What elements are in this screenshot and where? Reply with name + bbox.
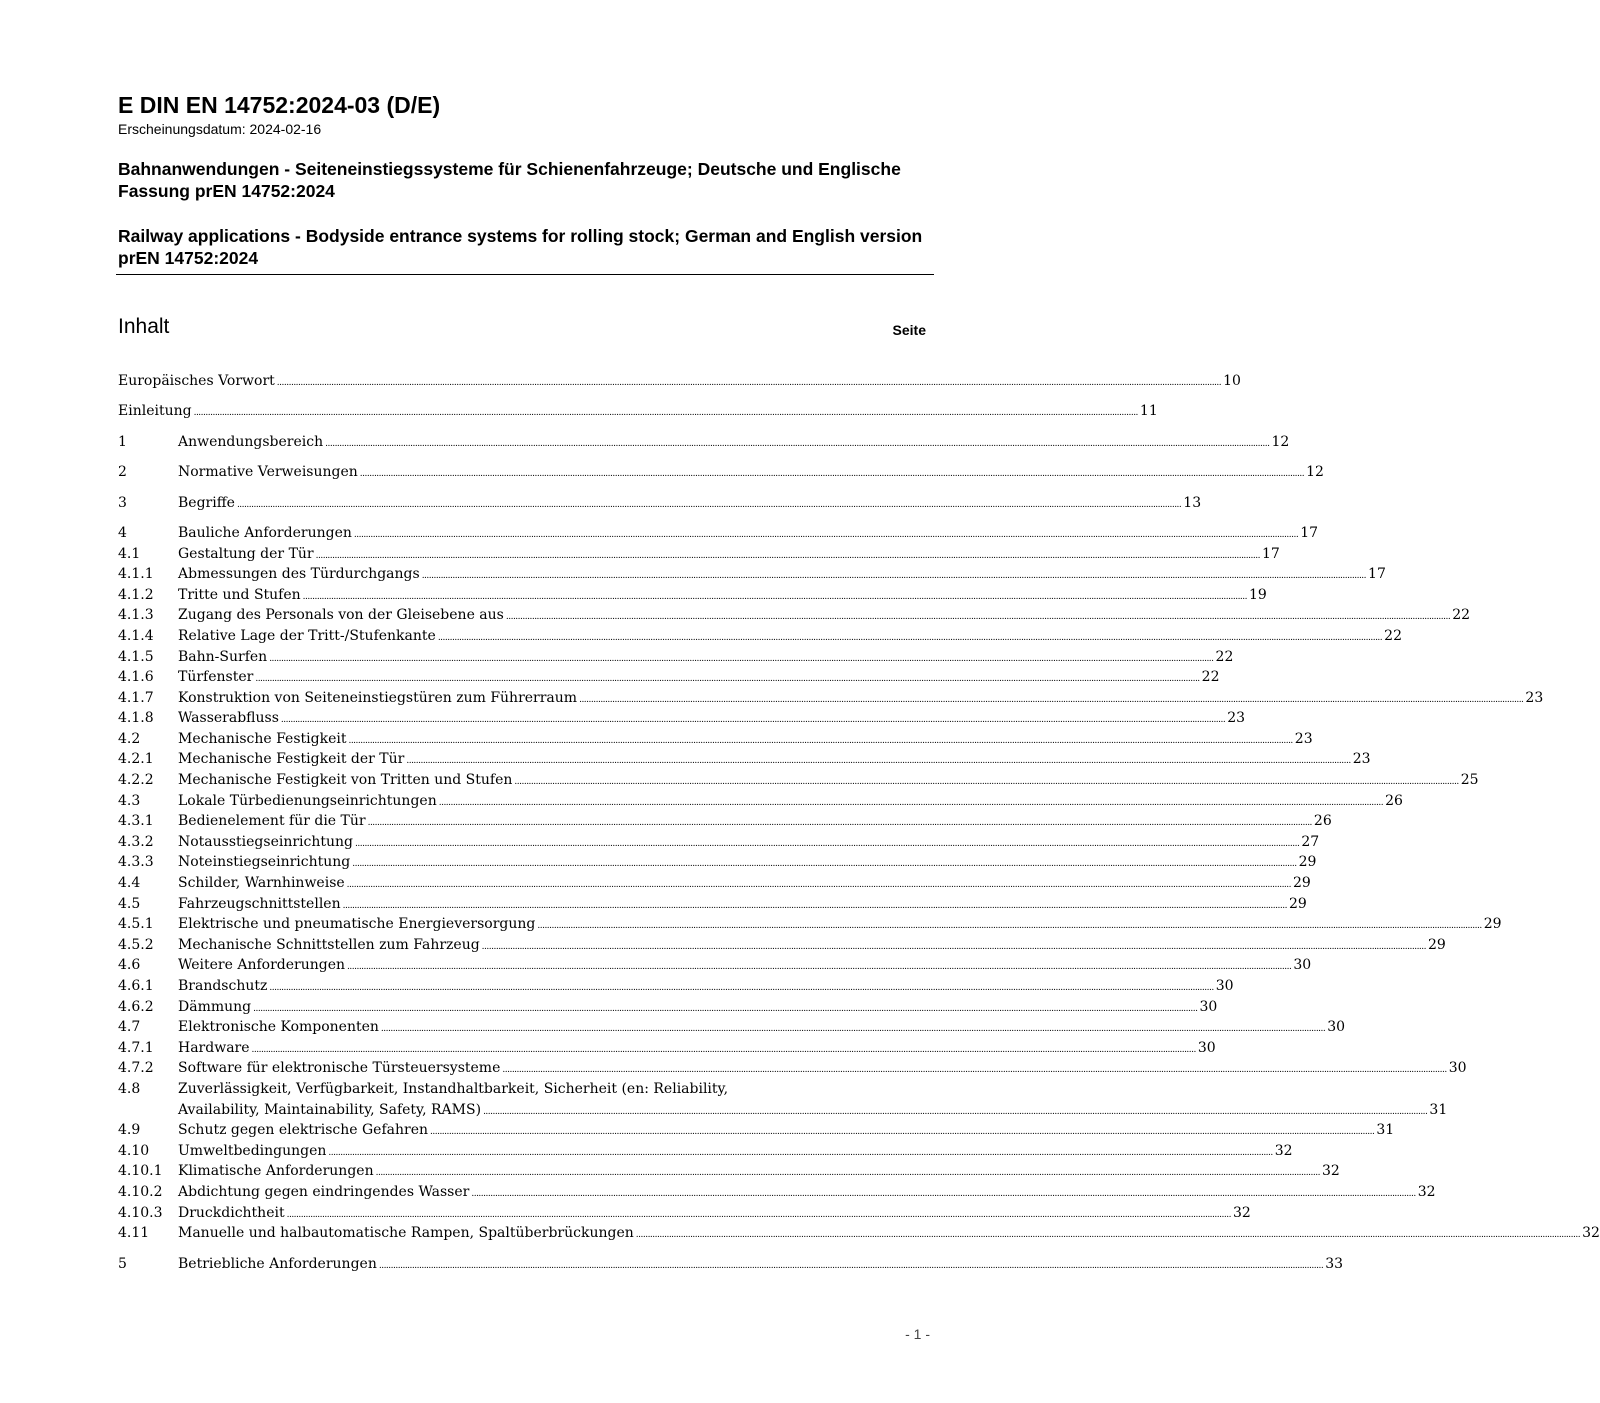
toc-entry-title: Konstruktion von Seiteneinstiegstüren zum Führerraum: [178, 689, 578, 706]
toc-entry-line: [178, 894, 1307, 917]
toc-entry-page: 29: [1298, 854, 1317, 871]
toc-leader-dots: ................................................................................................................................................................................................................................................................................................................................................................................................................: [367, 818, 1312, 829]
toc-entry-line: [178, 832, 1320, 855]
toc-leader-dots: ................................................................................................................................................................................................................................................................................................................................................................................................................: [325, 438, 1270, 449]
toc-entry: [118, 626, 1402, 647]
toc-entry-body: [178, 605, 1471, 628]
toc-entry-body: [178, 585, 1267, 608]
toc-entry-page: 29: [1483, 916, 1502, 933]
toc-entry-number: 4.3.2: [118, 833, 154, 850]
toc-entry-number: 4.1.8: [118, 710, 154, 727]
toc-leader-dots: ................................................................................................................................................................................................................................................................................................................................................................................................................: [438, 797, 1384, 808]
toc-leader-dots: ................................................................................................................................................................................................................................................................................................................................................................................................................: [347, 962, 1292, 973]
toc-entry-body: [178, 432, 1290, 455]
toc-entry-number: 4.11: [118, 1225, 150, 1242]
toc-entry-page: 17: [1368, 566, 1386, 583]
toc-entry: [118, 708, 1246, 729]
toc-leader-dots: ................................................................................................................................................................................................................................................................................................................................................................................................................: [359, 469, 1305, 480]
toc-entry-title: Anwendungsbereich: [178, 433, 324, 450]
toc-entry-title: Begriffe: [178, 494, 235, 511]
toc-entry-title: Manuelle und halbautomatische Rampen, Spaltüberbrückungen: [178, 1225, 634, 1242]
toc-entry-page: 22: [1215, 648, 1234, 665]
toc-entry-line: [178, 1120, 1395, 1143]
toc-entry-title: Europäisches Vorwort: [118, 373, 275, 389]
toc-entry-body: [178, 770, 1479, 793]
toc-leader-dots: ................................................................................................................................................................................................................................................................................................................................................................................................................: [483, 1106, 1428, 1117]
toc-entry-body: [118, 371, 1241, 394]
toc-entry-body: [178, 462, 1324, 485]
toc-entry-title: Umweltbedingungen: [178, 1142, 327, 1159]
toc-entry-page: 32: [1321, 1163, 1340, 1180]
toc-entry-page: 12: [1271, 433, 1290, 450]
toc-entry-line: [178, 770, 1479, 793]
toc-leader-dots: ................................................................................................................................................................................................................................................................................................................................................................................................................: [421, 571, 1367, 582]
toc-entry-line: [178, 1100, 1448, 1123]
toc-entry-title: Bedienelement für die Tür: [178, 813, 366, 830]
toc-entry-title: Hardware: [178, 1039, 250, 1056]
toc-leader-dots: ................................................................................................................................................................................................................................................................................................................................................................................................................: [328, 1147, 1273, 1158]
toc-entry-number: 4.10: [118, 1142, 150, 1159]
toc-entry-title: Zuverlässigkeit, Verfügbarkeit, Instandhaltbarkeit, Sicherheit (en: Reliability,: [178, 1080, 729, 1097]
toc-leader-dots: ................................................................................................................................................................................................................................................................................................................................................................................................................: [437, 632, 1383, 643]
toc-entry-line: [178, 564, 1386, 587]
toc-entry-page: 30: [1448, 1060, 1467, 1077]
toc-entry-line: [178, 667, 1220, 690]
toc-entry-title: Fahrzeugschnittstellen: [178, 895, 341, 912]
toc-entry-body: [178, 1254, 1344, 1277]
toc-entry: [118, 749, 1371, 770]
toc-entry: [118, 976, 1234, 997]
toc-leader-dots: ................................................................................................................................................................................................................................................................................................................................................................................................................: [352, 859, 1297, 870]
toc-entry-title: Türfenster: [178, 669, 254, 686]
toc-entry-body: [178, 544, 1280, 567]
toc-leader-dots: ................................................................................................................................................................................................................................................................................................................................................................................................................: [353, 529, 1299, 540]
toc-entry: [118, 894, 1307, 915]
toc-entry-number: 4.1.1: [118, 566, 154, 583]
toc-entry-title: Notausstiegseinrichtung: [178, 833, 353, 850]
toc-entry-number: 4.9: [118, 1122, 141, 1139]
toc-header: [118, 315, 926, 345]
toc-entry-body: [178, 894, 1307, 917]
toc-entry: [118, 544, 1280, 565]
toc-entry-body: [178, 976, 1234, 999]
toc-entry-body: [178, 852, 1317, 875]
toc-entry: [118, 1038, 1216, 1059]
toc-entry-page: 32: [1274, 1142, 1293, 1159]
toc-entry-number: 4.1.6: [118, 669, 154, 686]
toc-entry-line: [178, 626, 1402, 649]
toc-entry-page: 11: [1139, 403, 1158, 420]
toc-entry-title: Wasserabfluss: [178, 710, 279, 727]
toc-entry-line: [178, 1223, 1600, 1246]
toc-entry-page: 23: [1294, 730, 1313, 747]
toc-entry-number: 4.8: [118, 1080, 141, 1097]
toc-leader-dots: ................................................................................................................................................................................................................................................................................................................................................................................................................: [342, 900, 1287, 911]
toc-entry: [118, 688, 1544, 709]
toc-entry-body: [178, 1038, 1216, 1061]
toc-leader-dots: ................................................................................................................................................................................................................................................................................................................................................................................................................: [380, 1024, 1326, 1035]
title-english: Railway applications - Bodyside entrance systems for rolling stock; German and English version prEN 14752:2024: [118, 226, 923, 268]
toc-entry-number: 4.3.3: [118, 854, 154, 871]
toc-entry-line: [118, 371, 1241, 394]
toc-entry-number: 4.5.1: [118, 916, 154, 933]
toc-entry-page: 17: [1300, 524, 1319, 541]
toc-entry-line: [178, 708, 1246, 731]
toc-entry-page: 30: [1215, 978, 1234, 995]
toc-entry-page: 33: [1325, 1255, 1344, 1272]
toc-entry-number: 4.2.1: [118, 751, 154, 768]
toc-entry-page: 23: [1227, 710, 1246, 727]
toc-entry-number: 4.6: [118, 957, 141, 974]
toc-entry-number: 5: [118, 1255, 127, 1272]
toc-entry-page: 30: [1293, 957, 1312, 974]
toc-entry-title: Betriebliche Anforderungen: [178, 1255, 377, 1272]
toc-entry-number: 3: [118, 494, 127, 511]
toc-entry-body: [178, 626, 1402, 649]
toc-entry-line: [178, 1161, 1340, 1184]
toc-entry-title: Druckdichtheit: [178, 1204, 285, 1221]
toc-leader-dots: ................................................................................................................................................................................................................................................................................................................................................................................................................: [471, 1188, 1416, 1199]
toc-entry-page: 30: [1197, 1039, 1216, 1056]
toc-entry: [118, 1058, 1467, 1079]
toc-entry: [118, 914, 1502, 935]
toc-entry: [118, 832, 1320, 853]
toc-entry-title: Gestaltung der Tür: [178, 545, 314, 562]
toc-entry-title: Schutz gegen elektrische Gefahren: [178, 1122, 428, 1139]
toc-entry: [118, 791, 1403, 812]
publication-date: Erscheinungsdatum: 2024-02-16: [118, 121, 322, 137]
toc-leader-dots: ................................................................................................................................................................................................................................................................................................................................................................................................................: [253, 1003, 1198, 1014]
toc-leader-dots: ................................................................................................................................................................................................................................................................................................................................................................................................................: [255, 674, 1200, 685]
toc-entry-body: [178, 647, 1234, 670]
toc-entry-line: [178, 462, 1324, 485]
toc-entry-page: 29: [1293, 875, 1311, 892]
toc-leader-dots: ................................................................................................................................................................................................................................................................................................................................................................................................................: [502, 1065, 1447, 1076]
toc-leader-dots: ................................................................................................................................................................................................................................................................................................................................................................................................................: [505, 612, 1451, 623]
toc-entry-page: 27: [1301, 833, 1320, 850]
header-divider: [116, 274, 934, 275]
toc-entry: [118, 371, 1241, 392]
toc-entry-number: 4.2.2: [118, 772, 154, 789]
toc-entry-number: 4.1.4: [118, 627, 154, 644]
toc-entry: [118, 1223, 1600, 1244]
toc-entry: [118, 935, 1446, 956]
toc-entry-title: Klimatische Anforderungen: [178, 1163, 374, 1180]
toc-entry-line: [178, 1254, 1344, 1277]
toc-leader-dots: ................................................................................................................................................................................................................................................................................................................................................................................................................: [481, 941, 1427, 952]
document-header: [118, 90, 934, 269]
toc-entry-page: 25: [1460, 772, 1479, 789]
toc-entry-title: Noteinstiegseinrichtung: [178, 854, 351, 871]
toc-entry-page: 22: [1452, 607, 1471, 624]
toc-leader-dots: ................................................................................................................................................................................................................................................................................................................................................................................................................: [269, 983, 1214, 994]
toc-entry-number: 1: [118, 433, 127, 450]
toc-entry-page: 23: [1525, 689, 1544, 706]
toc-entry-number: 4.7: [118, 1019, 141, 1036]
toc-entry-line: [178, 914, 1502, 937]
toc-entry: [118, 1182, 1436, 1203]
toc-entry-title: Tritte und Stufen: [178, 586, 301, 603]
toc-entry-number: 4.10.3: [118, 1204, 163, 1221]
toc-entry-body: [178, 564, 1386, 587]
toc-entry-body: [178, 873, 1311, 896]
toc-leader-dots: ................................................................................................................................................................................................................................................................................................................................................................................................................: [355, 838, 1300, 849]
toc-entry-line: [178, 976, 1234, 999]
toc-entry-body: [118, 401, 1158, 424]
table-of-contents: [118, 371, 1600, 1274]
toc-entry-body: [178, 667, 1220, 690]
toc-entry-title: Abmessungen des Türdurchgangs: [178, 566, 420, 583]
toc-entry-number: 4: [118, 524, 127, 541]
toc-leader-dots: ................................................................................................................................................................................................................................................................................................................................................................................................................: [315, 550, 1260, 561]
toc-entry-line: [178, 1141, 1293, 1164]
toc-entry-title: Bahn-Surfen: [178, 648, 268, 665]
toc-entry-line: [178, 1182, 1436, 1205]
toc-entry-body: [178, 708, 1246, 731]
toc-entry-line: [178, 811, 1332, 834]
toc-entry-title: Brandschutz: [178, 978, 268, 995]
toc-entry-body: [178, 749, 1371, 772]
toc-leader-dots: ................................................................................................................................................................................................................................................................................................................................................................................................................: [579, 694, 1524, 705]
toc-entry: [118, 523, 1319, 544]
toc-entry-line: [178, 749, 1371, 772]
toc-entry: [118, 1141, 1293, 1162]
toc-leader-dots: ................................................................................................................................................................................................................................................................................................................................................................................................................: [286, 1209, 1231, 1220]
toc-leader-dots: ................................................................................................................................................................................................................................................................................................................................................................................................................: [251, 1044, 1196, 1055]
toc-entry-title: Weitere Anforderungen: [178, 957, 346, 974]
toc-entry-number: 4.6.1: [118, 978, 154, 995]
toc-entry-title: Mechanische Festigkeit: [178, 730, 347, 747]
toc-entry-body: [178, 1079, 1448, 1122]
toc-entry-line: [178, 935, 1446, 958]
toc-entry-page: 30: [1199, 998, 1218, 1015]
toc-entry-title: Elektronische Komponenten: [178, 1019, 379, 1036]
toc-entry: [118, 1203, 1251, 1224]
toc-leader-dots: ................................................................................................................................................................................................................................................................................................................................................................................................................: [430, 1127, 1375, 1138]
toc-entry-body: [178, 1120, 1395, 1143]
toc-entry-body: [178, 1203, 1251, 1226]
toc-entry-body: [178, 914, 1502, 937]
toc-entry-line: [118, 401, 1158, 424]
toc-entry-body: [178, 1223, 1600, 1246]
toc-entry-title: Mechanische Festigkeit von Tritten und Stufen: [178, 772, 513, 789]
toc-entry-title: Software für elektronische Türsteuersysteme: [178, 1060, 501, 1077]
toc-leader-dots: ................................................................................................................................................................................................................................................................................................................................................................................................................: [280, 715, 1226, 726]
toc-entry: [118, 811, 1332, 832]
toc-entry-line: [178, 493, 1202, 516]
toc-page-label: Seite: [892, 322, 926, 338]
toc-entry-title-continued: Availability, Maintainability, Safety, RAMS): [178, 1101, 482, 1118]
toc-entry-title: Bauliche Anforderungen: [178, 524, 352, 541]
toc-entry-line: [178, 432, 1290, 455]
toc-entry: [118, 997, 1218, 1018]
toc-entry-body: [178, 832, 1320, 855]
toc-entry-body: [178, 1141, 1293, 1164]
toc-leader-dots: ................................................................................................................................................................................................................................................................................................................................................................................................................: [375, 1168, 1320, 1179]
toc-entry-number: 4.1.5: [118, 648, 154, 665]
toc-entry: [118, 462, 1324, 483]
toc-entry-number: 4.1: [118, 545, 141, 562]
toc-entry-title: Relative Lage der Tritt-/Stufenkante: [178, 627, 436, 644]
toc-entry-page: 23: [1352, 751, 1371, 768]
toc-entry-body: [178, 955, 1312, 978]
toc-entry-page: 22: [1384, 627, 1402, 644]
toc-entry-page: 32: [1417, 1183, 1436, 1200]
toc-entry-number: 4.5.2: [118, 936, 154, 953]
toc-entry-line: [178, 523, 1319, 546]
toc-entry-line: [178, 647, 1234, 670]
toc-entry-line: [178, 955, 1312, 978]
toc-entry-line: [178, 1203, 1251, 1226]
toc-leader-dots: ................................................................................................................................................................................................................................................................................................................................................................................................................: [514, 777, 1459, 788]
toc-entry-number: 4.2: [118, 730, 141, 747]
toc-entry: [118, 432, 1290, 453]
toc-entry-body: [178, 1182, 1436, 1205]
toc-entry-page: 29: [1428, 936, 1446, 953]
toc-entry: [118, 729, 1313, 750]
toc-entry-number: 4.7.1: [118, 1039, 154, 1056]
toc-entry-page: 13: [1183, 494, 1202, 511]
toc-entry-page: 31: [1429, 1101, 1448, 1118]
toc-entry-title: Zugang des Personals von der Gleisebene aus: [178, 607, 504, 624]
toc-entry-page: 31: [1376, 1122, 1395, 1139]
toc-entry-page: 12: [1306, 464, 1324, 481]
toc-entry: [118, 873, 1311, 894]
toc-entry-body: [178, 493, 1202, 516]
toc-entry: [118, 493, 1202, 514]
toc-entry-body: [178, 688, 1544, 711]
toc-entry: [118, 955, 1312, 976]
toc-entry-line: [178, 1017, 1346, 1040]
toc-entry-body: [178, 935, 1446, 958]
toc-entry-title: Einleitung: [118, 403, 192, 420]
toc-entry-line: [178, 544, 1280, 567]
toc-entry-body: [178, 1161, 1340, 1184]
toc-entry-page: 30: [1327, 1019, 1346, 1036]
toc-entry-line: [178, 997, 1218, 1020]
toc-leader-dots: ................................................................................................................................................................................................................................................................................................................................................................................................................: [269, 653, 1214, 664]
toc-entry-page: 19: [1249, 586, 1267, 603]
toc-entry: [118, 770, 1479, 791]
toc-entry: [118, 1079, 1448, 1120]
toc-entry-line: [178, 852, 1317, 875]
toc-leader-dots: ................................................................................................................................................................................................................................................................................................................................................................................................................: [346, 880, 1292, 891]
toc-entry-body: [178, 791, 1403, 814]
toc-entry: [118, 852, 1317, 873]
toc-entry-number: 4.1.2: [118, 586, 154, 603]
toc-entry-title: Lokale Türbedienungseinrichtungen: [178, 792, 437, 809]
toc-entry-line: [178, 729, 1313, 752]
toc-entry-line: [178, 873, 1311, 896]
toc-leader-dots: ................................................................................................................................................................................................................................................................................................................................................................................................................: [406, 756, 1351, 767]
toc-entry-line: [178, 791, 1403, 814]
toc-entry-number: 4.1.3: [118, 607, 154, 624]
toc-entry: [118, 667, 1220, 688]
toc-leader-dots: ................................................................................................................................................................................................................................................................................................................................................................................................................: [635, 1230, 1581, 1241]
toc-entry: [118, 1120, 1395, 1141]
toc-entry-page: 17: [1261, 545, 1280, 562]
toc-leader-dots: ................................................................................................................................................................................................................................................................................................................................................................................................................: [348, 735, 1293, 746]
toc-entry-number: 4.6.2: [118, 998, 154, 1015]
toc-entry-number: 4.3: [118, 792, 141, 809]
toc-entry: [118, 1254, 1344, 1275]
toc-entry-body: [178, 729, 1313, 752]
toc-entry: [118, 585, 1267, 606]
toc-entry-line: [178, 1079, 930, 1100]
toc-entry: [118, 1017, 1346, 1038]
toc-entry-title: Elektrische und pneumatische Energieversorgung: [178, 916, 536, 933]
toc-entry-number: 4.4: [118, 875, 141, 892]
toc-entry-line: [178, 585, 1267, 608]
toc-entry-line: [178, 1058, 1467, 1081]
toc-entry-page: 26: [1313, 813, 1332, 830]
toc-entry-title: Schilder, Warnhinweise: [178, 875, 345, 892]
toc-entry-title: Mechanische Schnittstellen zum Fahrzeug: [178, 936, 480, 953]
toc-entry: [118, 605, 1471, 626]
toc-entry-number: 4.10.2: [118, 1183, 163, 1200]
toc-leader-dots: ................................................................................................................................................................................................................................................................................................................................................................................................................: [193, 408, 1138, 419]
toc-entry-line: [178, 688, 1544, 711]
title-german: Bahnanwendungen - Seiteneinstiegssysteme für Schienenfahrzeuge; Deutsche und Englische Fassung prEN 14752:2024: [118, 159, 901, 201]
toc-leader-dots: ................................................................................................................................................................................................................................................................................................................................................................................................................: [537, 921, 1482, 932]
toc-entry: [118, 401, 1158, 422]
toc-entry-title: Normative Verweisungen: [178, 464, 358, 481]
toc-entry-number: 4.5: [118, 895, 141, 912]
toc-entry-body: [178, 523, 1319, 546]
toc-entry-body: [178, 811, 1332, 834]
toc-entry-title: Dämmung: [178, 998, 252, 1015]
toc-leader-dots: ................................................................................................................................................................................................................................................................................................................................................................................................................: [302, 591, 1248, 602]
toc-entry-page: 10: [1223, 373, 1241, 389]
toc-entry-line: [178, 605, 1471, 628]
toc-entry-title: Abdichtung gegen eindringendes Wasser: [178, 1183, 470, 1200]
toc-entry: [118, 1161, 1340, 1182]
toc-entry-body: [178, 1017, 1346, 1040]
toc-leader-dots: ................................................................................................................................................................................................................................................................................................................................................................................................................: [236, 499, 1182, 510]
toc-entry-page: 32: [1232, 1204, 1251, 1221]
toc-heading: Inhalt: [118, 315, 170, 338]
toc-entry-body: [178, 1058, 1467, 1081]
toc-entry-number: 4.10.1: [118, 1163, 163, 1180]
page-number: - 1 -: [905, 1326, 930, 1342]
toc-leader-dots: ................................................................................................................................................................................................................................................................................................................................................................................................................: [378, 1260, 1324, 1271]
toc-entry-page: 26: [1385, 792, 1403, 809]
toc-entry-number: 4.7.2: [118, 1060, 154, 1077]
toc-entry-number: 2: [118, 464, 127, 481]
toc-entry-number: 4.3.1: [118, 813, 154, 830]
toc-entry-page: 29: [1288, 895, 1307, 912]
toc-entry-number: 4.1.7: [118, 689, 154, 706]
toc-entry-title: Mechanische Festigkeit der Tür: [178, 751, 405, 768]
toc-entry-page: 32: [1582, 1225, 1600, 1242]
toc-entry-page: 22: [1201, 669, 1220, 686]
toc-entry-line: [178, 1038, 1216, 1061]
toc-leader-dots: ................................................................................................................................................................................................................................................................................................................................................................................................................: [276, 378, 1222, 388]
document-id: E DIN EN 14752:2024-03 (D/E): [118, 92, 441, 118]
toc-entry: [118, 647, 1234, 668]
toc-entry-body: [178, 997, 1218, 1020]
toc-entry: [118, 564, 1386, 585]
